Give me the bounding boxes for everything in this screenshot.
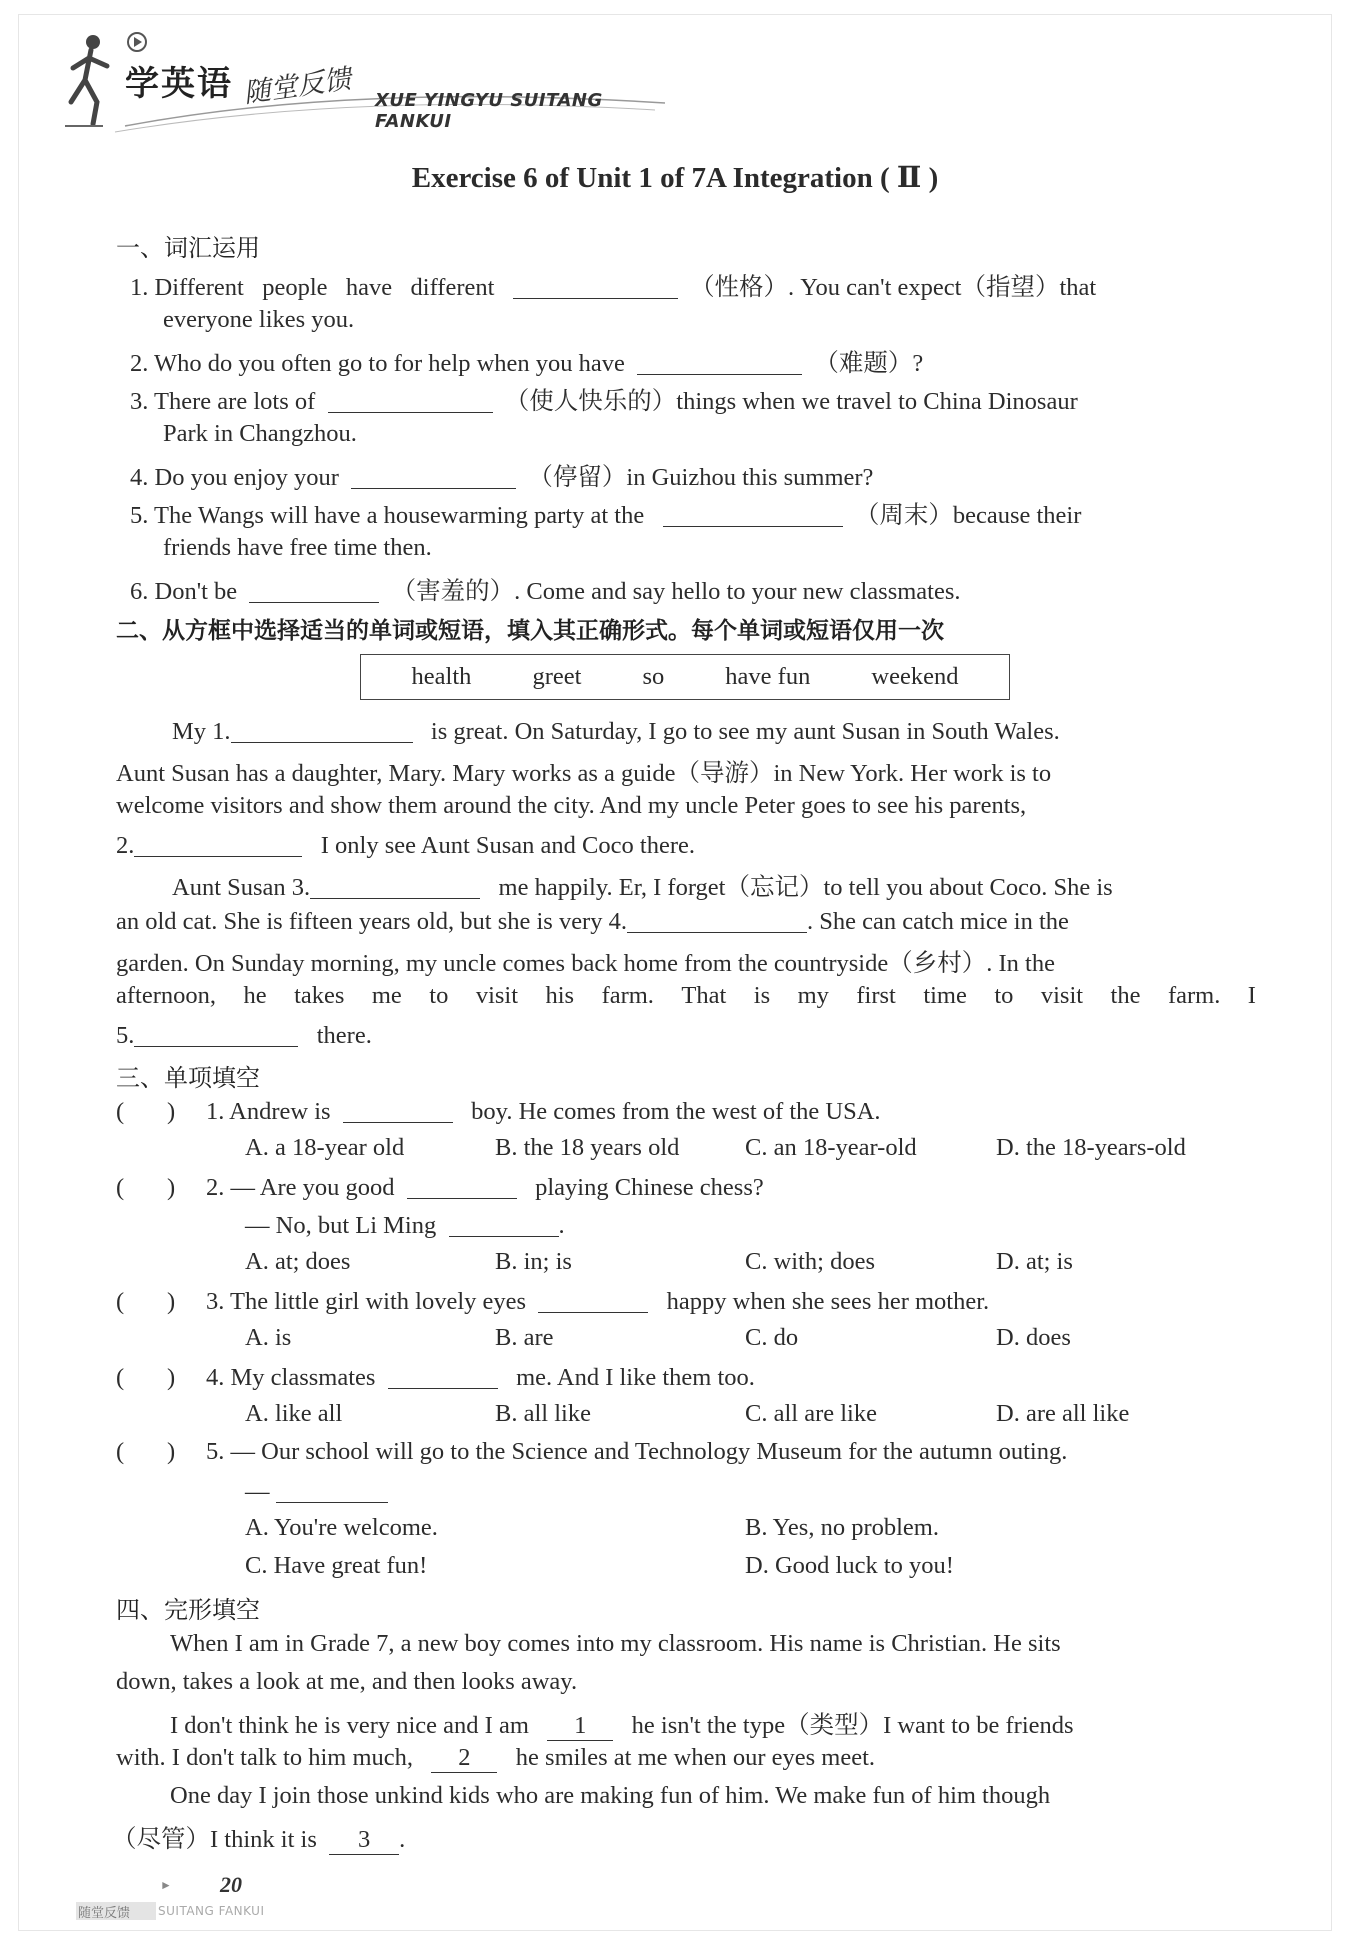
mc-stem-text: 4. My classmates <box>206 1364 376 1391</box>
footer-pinyin: SUITANG FANKUI <box>158 1904 265 1918</box>
q1-line2: everyone likes you. <box>163 306 355 333</box>
passage-line6 <box>116 906 1069 936</box>
passage-word: first <box>856 982 896 1009</box>
passage-word: visit <box>1040 982 1084 1009</box>
passage-line7: garden. On Sunday morning, my uncle comes back home from the countryside（乡村）. In the <box>116 950 1055 977</box>
passage-blank-1[interactable] <box>231 716 413 743</box>
cloze-text: with. I don't talk to him much, <box>116 1744 414 1771</box>
passage-word: farm. <box>1167 982 1221 1009</box>
mc-q5-stem <box>116 1438 1067 1466</box>
q1-rest: （性格）. You can't expect（指望）that <box>690 274 1097 301</box>
passage-word: time <box>923 982 967 1009</box>
mc-q5-option-d[interactable]: D. Good luck to you! <box>745 1552 954 1579</box>
word-box-item: have fun <box>725 663 811 690</box>
passage-line8 <box>116 982 1256 1010</box>
mc-blank <box>538 1286 648 1313</box>
passage-word: he <box>243 982 267 1009</box>
mc-q1-option-c[interactable]: C. an 18-year-old <box>745 1134 917 1161</box>
cloze-text: he isn't the type（类型）I want to be friends <box>631 1712 1074 1739</box>
passage-text: 5. <box>116 1022 135 1049</box>
mc-blank <box>388 1362 498 1389</box>
passage-line5 <box>172 868 1113 903</box>
q1-w0: 1. Different <box>130 274 244 301</box>
mc-stem-text: boy. He comes from the west of the USA. <box>471 1098 881 1125</box>
mc-stem-text: 2. — Are you good <box>206 1174 395 1201</box>
mc-q1-option-a[interactable]: A. a 18-year old <box>245 1134 405 1161</box>
header-pinyin: XUE YINGYU SUITANG FANKUI <box>375 90 603 132</box>
passage-word: I <box>1247 982 1256 1009</box>
mc-q5-option-a[interactable]: A. You're welcome. <box>245 1514 438 1541</box>
q2-line <box>130 344 923 379</box>
passage-word: to <box>429 982 449 1009</box>
passage-word: takes <box>294 982 345 1009</box>
passage-blank-4[interactable] <box>627 906 807 933</box>
cloze-line4 <box>116 1744 875 1773</box>
mc-q5-option-c[interactable]: C. Have great fun! <box>245 1552 428 1579</box>
passage-text: is great. On Saturday, I go to see my aunt Susan in South Wales. <box>430 718 1060 745</box>
passage-word: the <box>1110 982 1141 1009</box>
q4-blank[interactable] <box>351 462 516 489</box>
mc-q3-option-d[interactable]: D. does <box>996 1324 1071 1351</box>
cloze-text: he smiles at me when our eyes meet. <box>515 1744 876 1771</box>
q3-line1 <box>130 382 1078 417</box>
q1-blank[interactable] <box>513 272 678 299</box>
passage-text: I only see Aunt Susan and Coco there. <box>320 832 695 859</box>
mc-stem-text: — No, but Li Ming <box>245 1212 437 1239</box>
answer-paren[interactable]: ( ) <box>116 1438 176 1465</box>
mc-stem-text: — <box>245 1478 270 1505</box>
q5-rest: （周末）because their <box>854 502 1082 529</box>
q3-stem: 3. There are lots of <box>130 388 316 415</box>
header-logo <box>55 28 675 133</box>
mc-stem-text: happy when she sees her mother. <box>666 1288 990 1315</box>
section-4-heading: 四、完形填空 <box>116 1596 260 1624</box>
passage-word: farm. <box>601 982 654 1009</box>
mc-blank <box>276 1476 388 1503</box>
passage-line9 <box>116 1020 372 1050</box>
passage-line1 <box>172 716 1060 746</box>
mc-stem-text: 1. Andrew is <box>206 1098 331 1125</box>
cloze-blank-1[interactable]: 1 <box>547 1712 613 1741</box>
mc-q2-option-d[interactable]: D. at; is <box>996 1248 1073 1275</box>
cloze-text: I don't think he is very nice and I am <box>170 1712 529 1739</box>
footer-cn: 随堂反馈 <box>78 1906 131 1921</box>
cloze-line6: （尽管）I think it is 3 . <box>112 1826 406 1853</box>
passage-line4 <box>116 830 695 860</box>
cloze-line1: When I am in Grade 7, a new boy comes into my classroom. His name is Christian. He sits <box>170 1630 1061 1657</box>
mc-stem-text: playing Chinese chess? <box>535 1174 764 1201</box>
passage-word: my <box>797 982 829 1009</box>
mc-q3-stem <box>116 1286 989 1316</box>
q4-rest: （停留）in Guizhou this summer? <box>528 464 874 491</box>
mc-stem-text: 3. The little girl with lovely eyes <box>206 1288 527 1315</box>
word-box-item: so <box>642 663 665 690</box>
passage-word: That <box>681 982 727 1009</box>
q1-w1: people <box>262 274 328 301</box>
passage-blank-2[interactable] <box>134 830 302 857</box>
word-box-item: weekend <box>871 663 959 690</box>
q6-line <box>130 572 961 607</box>
passage-line3: welcome visitors and show them around the city. And my uncle Peter goes to see his parents, <box>116 792 1027 819</box>
mc-q3-option-a[interactable]: A. is <box>245 1324 292 1351</box>
section-3-heading: 三、单项填空 <box>116 1064 260 1092</box>
cloze-text: （尽管）I think it is <box>112 1826 317 1853</box>
word-box-item: health <box>411 663 472 690</box>
passage-text: me happily. Er, I forget（忘记）to tell you about Coco. She is <box>498 874 1113 901</box>
passage-word: visit <box>475 982 519 1009</box>
answer-paren[interactable]: ( ) <box>116 1364 176 1391</box>
footer-arrow-icon: ► <box>160 1878 172 1892</box>
mc-blank <box>343 1096 453 1123</box>
mc-q4-option-a[interactable]: A. like all <box>245 1400 343 1427</box>
cloze-blank-3[interactable]: 3 <box>329 1826 399 1855</box>
q1-w2: have <box>345 274 393 301</box>
passage-word: to <box>994 982 1014 1009</box>
mc-q1-option-b[interactable]: B. the 18 years old <box>495 1134 680 1161</box>
answer-paren[interactable]: ( ) <box>116 1098 176 1125</box>
q3-rest: （使人快乐的）things when we travel to China Dinosaur <box>504 388 1078 415</box>
passage-text: My 1. <box>172 718 231 745</box>
q4-stem: 4. Do you enjoy your <box>130 464 339 491</box>
mc-blank <box>449 1210 559 1237</box>
q6-blank[interactable] <box>249 576 379 603</box>
q5-line1 <box>130 496 1081 531</box>
mc-blank <box>407 1172 517 1199</box>
cloze-line2: down, takes a look at me, and then looks away. <box>116 1668 578 1695</box>
answer-paren[interactable]: ( ) <box>116 1174 176 1201</box>
page-title: Exercise 6 of Unit 1 of 7A Integration ( Ⅱ ) <box>411 162 939 194</box>
footer-band <box>76 1902 286 1920</box>
header-cn-title: 学英语 <box>125 64 233 104</box>
q5-stem: 5. The Wangs will have a housewarming party at the <box>130 502 645 529</box>
mc-stem-text: 5. — Our school will go to the Science and Technology Museum for the autumn outing. <box>206 1438 1068 1465</box>
q2-rest: （难题）? <box>814 350 924 377</box>
cloze-blank-2[interactable]: 2 <box>431 1744 497 1773</box>
q5-line2: friends have free time then. <box>163 534 432 561</box>
mc-q4-option-c[interactable]: C. all are like <box>745 1400 877 1427</box>
mc-q3-option-c[interactable]: C. do <box>745 1324 799 1351</box>
word-box <box>360 654 1010 700</box>
passage-text: Aunt Susan 3. <box>172 874 311 901</box>
passage-word: his <box>545 982 575 1009</box>
mc-q1-option-d[interactable]: D. the 18-years-old <box>996 1134 1186 1161</box>
mc-q2-stem <box>116 1172 764 1202</box>
answer-paren[interactable]: ( ) <box>116 1288 176 1315</box>
word-box-item: greet <box>532 663 582 690</box>
passage-word: is <box>753 982 771 1009</box>
passage-text: an old cat. She is fifteen years old, but she is very 4. <box>116 908 627 935</box>
q3-blank[interactable] <box>328 386 493 413</box>
passage-text: 2. <box>116 832 135 859</box>
q5-blank[interactable] <box>663 500 843 527</box>
mc-q2-option-b[interactable]: B. in; is <box>495 1248 572 1275</box>
cloze-line3 <box>170 1706 1074 1741</box>
mc-q2-option-c[interactable]: C. with; does <box>745 1248 875 1275</box>
q2-blank[interactable] <box>637 348 802 375</box>
q2-stem: 2. Who do you often go to for help when you have <box>130 350 625 377</box>
section-1-heading: 一、词汇运用 <box>116 234 260 262</box>
mc-q3-option-b[interactable]: B. are <box>495 1324 554 1351</box>
mc-q2-stem-2: — No, but Li Ming . <box>245 1212 565 1239</box>
mc-q2-option-a[interactable]: A. at; does <box>245 1248 351 1275</box>
runner-icon <box>63 32 133 128</box>
passage-word: afternoon, <box>116 982 216 1009</box>
passage-word: me <box>371 982 402 1009</box>
q1-w3: different <box>410 274 495 301</box>
q1-line1 <box>130 268 1096 303</box>
q4-line <box>130 458 873 493</box>
passage-blank-5[interactable] <box>134 1020 298 1047</box>
mc-q4-stem <box>116 1362 755 1392</box>
mc-q5-option-b[interactable]: B. Yes, no problem. <box>745 1514 939 1541</box>
mc-q4-option-d[interactable]: D. are all like <box>996 1400 1130 1427</box>
passage-blank-3[interactable] <box>310 872 480 899</box>
q3-line2: Park in Changzhou. <box>163 420 357 447</box>
page-number: 20 <box>220 1872 242 1897</box>
mc-q1-stem <box>116 1096 881 1126</box>
section-2-heading: 二、从方框中选择适当的单词或短语，填入其正确形式。每个单词或短语仅用一次 <box>116 618 944 644</box>
passage-text: . She can catch mice in the <box>806 908 1069 935</box>
mc-stem-text: me. And I like them too. <box>516 1364 755 1391</box>
mc-q5-stem-2 <box>245 1476 388 1506</box>
header-cn-subtitle: 随堂反馈 <box>241 63 354 110</box>
q6-rest: （害羞的）. Come and say hello to your new classmates. <box>391 578 961 605</box>
passage-text: there. <box>316 1022 372 1049</box>
passage-line2: Aunt Susan has a daughter, Mary. Mary works as a guide（导游）in New York. Her work is to <box>116 760 1052 787</box>
mc-q4-option-b[interactable]: B. all like <box>495 1400 591 1427</box>
q6-stem: 6. Don't be <box>130 578 238 605</box>
cloze-line5: One day I join those unkind kids who are making fun of him. We make fun of him though <box>170 1782 1051 1809</box>
